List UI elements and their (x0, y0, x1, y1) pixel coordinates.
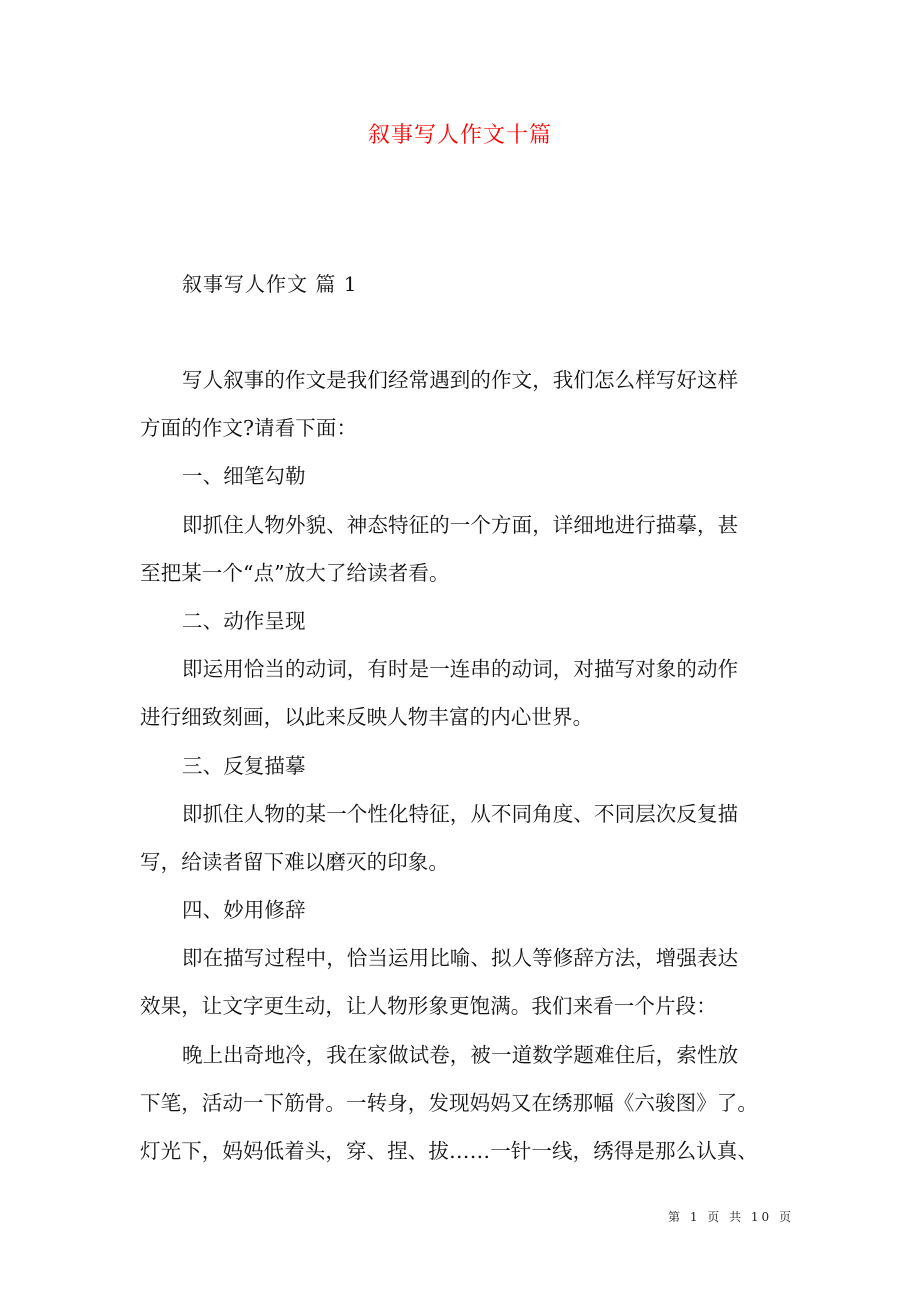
text-line: 至把某一个“点”放大了给读者看。 (140, 560, 450, 585)
text-line: 灯光下，妈妈低着头，穿、捏、拔……一针一线，绣得是那么认真、 (140, 1139, 758, 1163)
text-line: 即运用恰当的动词，有时是一连串的动词，对描写对象的动作 (182, 657, 739, 682)
text-line: 即在描写过程中，恰当运用比喻、拟人等修辞方法，增强表达 (182, 946, 739, 971)
subheading-line: 三、反复描摹 (182, 753, 306, 778)
section-heading: 叙事写人作文 篇 1 (182, 272, 358, 296)
subheading-line: 一、细笔勾勒 (182, 464, 306, 489)
page-number-footer: 第 1 页 共 10 页 (668, 1210, 794, 1224)
text-line: 即抓住人物的某一个性化特征，从不同角度、不同层次反复描 (182, 801, 739, 826)
text-line: 写，给读者留下难以磨灭的印象。 (140, 849, 449, 874)
text-line: 效果，让文字更生动，让人物形象更饱满。我们来看一个片段： (140, 994, 717, 1019)
subheading-line: 二、动作呈现 (182, 608, 306, 633)
text-line: 即抓住人物外貌、神态特征的一个方面，详细地进行描摹，甚 (182, 512, 739, 537)
text-line: 进行细致刻画，以此来反映人物丰富的内心世界。 (140, 705, 594, 730)
text-line: 方面的作文?请看下面： (140, 416, 358, 441)
document-body (140, 356, 772, 1175)
text-line: 写人叙事的作文是我们经常遇到的作文，我们怎么样写好这样 (182, 368, 739, 392)
text-line: 下笔，活动一下筋骨。一转身，发现妈妈又在绣那幅《六骏图》了。 (140, 1090, 758, 1115)
text-line: 晚上出奇地冷，我在家做试卷，被一道数学题难住后，索性放 (182, 1042, 739, 1067)
subheading-line: 四、妙用修辞 (182, 898, 306, 923)
document-title: 叙事写人作文十篇 (367, 123, 552, 148)
